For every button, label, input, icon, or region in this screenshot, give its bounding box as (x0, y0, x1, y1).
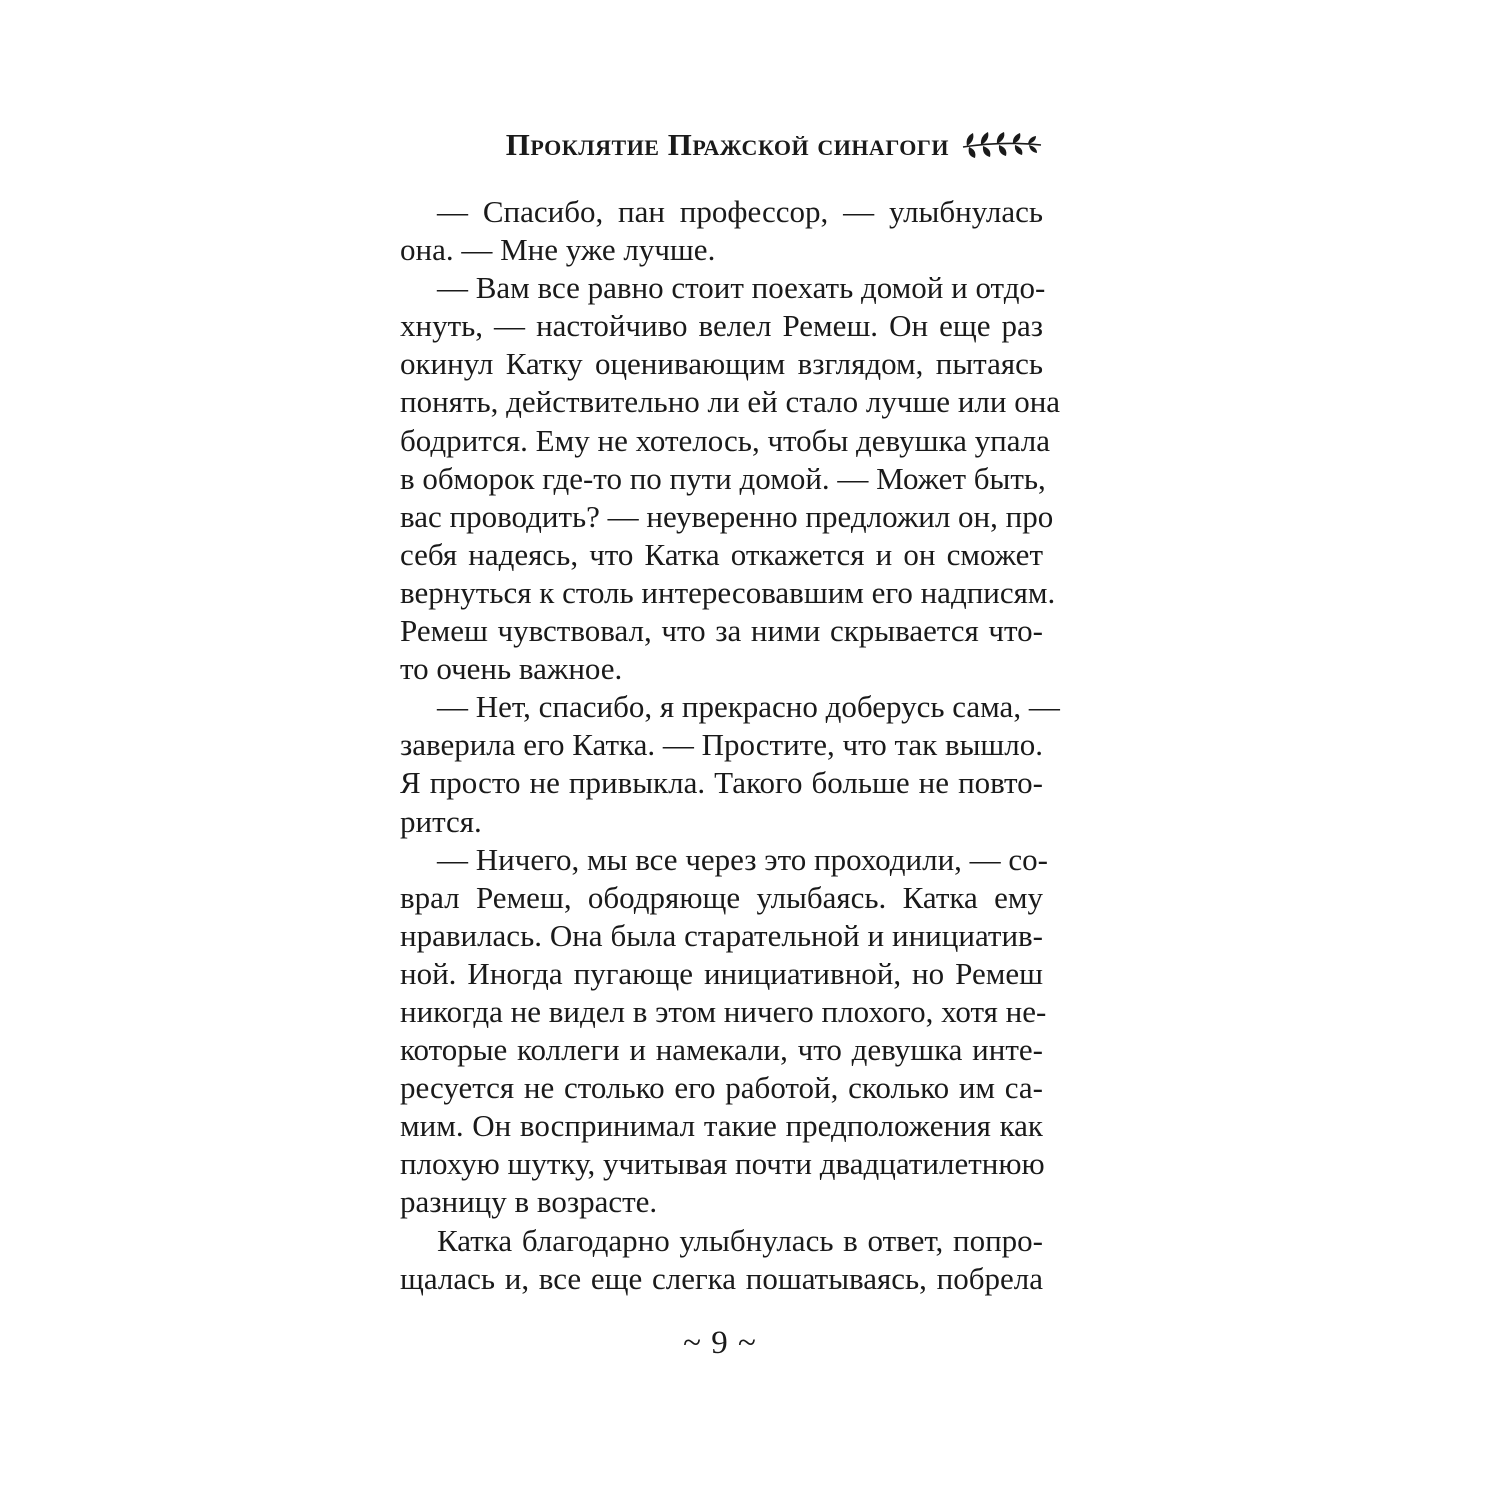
text-line: — Вам все равно стоит поехать домой и отдо- (437, 270, 1046, 306)
body-text (400, 193, 1061, 1298)
text-line: которые коллеги и намекали, что девушка инте- (400, 1032, 1043, 1068)
text-line: никогда не видел в этом ничего плохого, хотя не- (400, 993, 1047, 1029)
text-line: ресуется не столько его работой, сколько им са- (400, 1070, 1043, 1106)
text-line: бодрится. Ему не хотелось, чтобы девушка упала (400, 422, 1050, 458)
text-line: хнуть, — настойчиво велел Ремеш. Он еще раз (400, 308, 1043, 344)
running-head (420, 125, 1043, 165)
text-line: плохую шутку, учитывая почти двадцатилетнюю (400, 1146, 1045, 1182)
text-line: — Ничего, мы все через это проходили, — со- (437, 841, 1048, 877)
text-line: она. — Мне уже лучше. (400, 232, 716, 268)
text-line: окинул Катку оценивающим взглядом, пытаясь (400, 346, 1043, 382)
text-line: ной. Иногда пугающе инициативной, но Ремеш (400, 955, 1043, 991)
text-line: щалась и, все еще слегка пошатываясь, побрела (400, 1260, 1043, 1296)
text-line: разницу в возрасте. (400, 1184, 658, 1220)
text-line: заверила его Катка. — Простите, что так вышло. (400, 727, 1044, 763)
running-title: Проклятие Пражской синагоги (505, 127, 949, 162)
text-line: вернуться к столь интересовавшим его надписям. (400, 574, 1056, 610)
text-line: рится. (400, 803, 482, 839)
text-line: то очень важное. (400, 651, 623, 687)
text-line: — Спасибо, пан профессор, — улыбнулась (437, 194, 1043, 229)
text-line: нравилась. Она была старательной и инициатив- (400, 917, 1043, 953)
page-number: ~ 9 ~ (683, 1325, 757, 1361)
text-line: Я просто не привыкла. Такого больше не повто- (400, 765, 1043, 801)
text-line: Катка благодарно улыбнулась в ответ, попро- (437, 1222, 1043, 1258)
text-line: себя надеясь, что Катка откажется и он сможет (400, 536, 1043, 572)
text-line: — Нет, спасибо, я прекрасно доберусь сама, — (437, 689, 1060, 725)
text-line: врал Ремеш, ободряюще улыбаясь. Катка ему (400, 879, 1043, 915)
text-line: в обморок где-то по пути домой. — Может быть, (400, 460, 1046, 496)
text-line: мим. Он воспринимал такие предположения как (400, 1108, 1043, 1144)
text-line: вас проводить? — неуверенно предложил он, про (400, 498, 1054, 534)
text-line: понять, действительно ли ей стало лучше или она (400, 384, 1061, 420)
text-line: Ремеш чувствовал, что за ними скрывается что- (400, 613, 1043, 649)
leaf-ornament-icon (961, 127, 1043, 163)
